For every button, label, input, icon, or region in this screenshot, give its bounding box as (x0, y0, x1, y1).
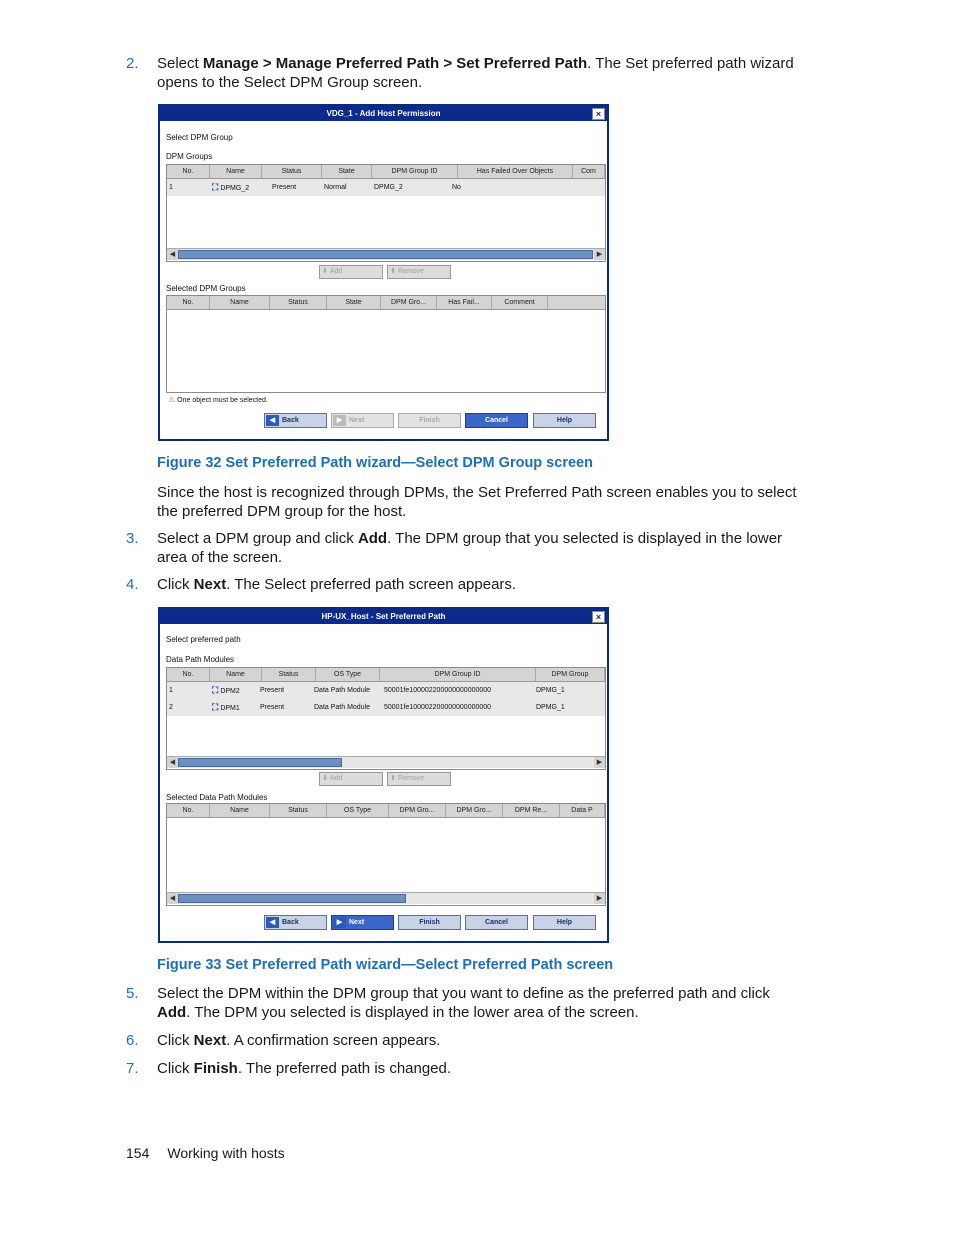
column-header[interactable]: No. (167, 668, 210, 681)
column-header[interactable]: No. (167, 165, 210, 178)
figure-32-caption: Figure 32 Set Preferred Path wizard—Select DPM Group screen (157, 455, 593, 471)
step-text: . The preferred path is changed. (237, 1060, 452, 1077)
add-label: Add (330, 268, 343, 275)
step-text: Click (157, 576, 194, 593)
column-header[interactable]: DPM Re... (503, 804, 560, 817)
selected-data-path-modules-table (166, 803, 606, 906)
step-text: Select a DPM group and click (157, 530, 358, 547)
step-number: 6. (126, 1032, 139, 1049)
cell-group-id: DPMG_2 (374, 184, 403, 191)
horizontal-scrollbar[interactable] (167, 248, 605, 260)
step-text: . A confirmation screen appears. (226, 1032, 441, 1049)
scroll-thumb[interactable] (178, 758, 342, 767)
cell-group-id: 50001fe100002200000000000000 (384, 687, 492, 694)
column-header[interactable]: Com (573, 165, 605, 178)
cell-os-type: Data Path Module (314, 704, 371, 711)
selected-dpm-groups-label: Selected DPM Groups (166, 284, 246, 293)
step-text: . The Set preferred path wizard opens to the Select DPM Group screen. (157, 55, 794, 91)
help-button[interactable]: Help (533, 413, 596, 428)
set-preferred-path-dialog (158, 607, 609, 943)
scroll-right-icon[interactable]: ▶ (594, 757, 605, 768)
column-header[interactable]: Status (262, 165, 322, 178)
arrow-up-icon: ⬆ (390, 268, 396, 275)
scroll-left-icon[interactable]: ◀ (167, 757, 178, 768)
column-header[interactable]: DPM Gro... (446, 804, 503, 817)
figure-33-caption: Figure 33 Set Preferred Path wizard—Select Preferred Path screen (157, 957, 614, 973)
column-header[interactable]: DPM Group (536, 668, 605, 681)
cell-name: DPM1 (220, 705, 240, 712)
table-header (167, 165, 605, 179)
close-icon[interactable]: × (592, 108, 605, 120)
cell-state: Normal (324, 184, 347, 191)
arrow-right-icon: ▶ (333, 415, 346, 426)
step-bold: Manage > Manage Preferred Path > Set Preferred Path (202, 55, 588, 72)
scroll-right-icon[interactable]: ▶ (594, 893, 605, 904)
column-header[interactable]: Name (210, 668, 262, 681)
column-header[interactable]: Data P (560, 804, 605, 817)
scroll-right-icon[interactable]: ▶ (594, 249, 605, 260)
dpm-icon: ⛶ (212, 702, 219, 712)
step-bold: Add (157, 1004, 187, 1021)
selected-data-path-modules-label: Selected Data Path Modules (166, 793, 268, 802)
cell-group: DPMG_1 (536, 704, 565, 711)
step-bold: Add (357, 530, 388, 547)
step-bold: Next (193, 1032, 227, 1049)
table-row[interactable] (167, 682, 605, 699)
back-button[interactable] (264, 915, 327, 930)
arrow-left-icon: ◀ (266, 917, 279, 928)
cell-name: DPM2 (220, 688, 240, 695)
cell-status: Present (272, 184, 297, 191)
dialog-title-bar (160, 609, 607, 624)
arrow-down-icon: ⬇ (322, 268, 328, 275)
back-label: Back (282, 417, 299, 424)
column-header[interactable]: Name (210, 165, 262, 178)
dpm-groups-table (166, 164, 606, 262)
remove-label: Remove (398, 268, 425, 275)
cell-no: 1 (169, 687, 173, 694)
column-header[interactable]: DPM Group ID (372, 165, 458, 178)
horizontal-scrollbar[interactable] (167, 892, 605, 904)
column-header[interactable]: OS Type (327, 804, 389, 817)
dialog-heading: Select preferred path (166, 635, 241, 644)
cell-status: Present (260, 687, 285, 694)
column-header[interactable]: State (322, 165, 372, 178)
page-number: 154 (126, 1145, 150, 1161)
step-number: 3. (126, 530, 139, 547)
column-header[interactable]: Has Failed Over Objects (458, 165, 573, 178)
remove-button[interactable] (387, 772, 451, 786)
finish-button[interactable]: Finish (398, 413, 461, 428)
dpm-icon: ⛶ (212, 685, 219, 695)
warning-icon: ⚠ (168, 395, 176, 404)
table-row[interactable] (167, 179, 605, 196)
next-button[interactable] (331, 413, 394, 428)
step-text: Click (157, 1032, 194, 1049)
column-header[interactable]: No. (167, 296, 210, 309)
column-header[interactable]: Status (262, 668, 316, 681)
column-header[interactable]: OS Type (316, 668, 380, 681)
table-row[interactable] (167, 699, 605, 716)
add-button[interactable] (319, 772, 383, 786)
scroll-left-icon[interactable]: ◀ (167, 893, 178, 904)
cell-os-type: Data Path Module (314, 687, 371, 694)
arrow-right-icon: ▶ (333, 917, 346, 928)
table-header (167, 668, 605, 682)
data-path-modules-table (166, 667, 606, 770)
column-header[interactable]: DPM Group ID (380, 668, 536, 681)
cancel-button[interactable]: Cancel (465, 413, 528, 428)
page-footer (126, 1145, 285, 1161)
cell-status: Present (260, 704, 285, 711)
add-label: Add (330, 775, 343, 782)
remove-button[interactable] (387, 265, 451, 279)
table-header (167, 804, 605, 818)
warning-text: One object must be selected. (177, 397, 268, 404)
data-path-modules-label: Data Path Modules (166, 655, 235, 664)
arrow-left-icon: ◀ (266, 415, 279, 426)
step-number: 7. (126, 1060, 139, 1077)
step-text: . The DPM you selected is displayed in the lower area of the screen. (186, 1004, 639, 1021)
dpm-groups-label: DPM Groups (166, 152, 213, 161)
column-header[interactable]: State (327, 296, 381, 309)
step-text: Click (157, 1060, 194, 1077)
column-header[interactable]: DPM Gro... (389, 804, 446, 817)
dialog-title: VDG_1 - Add Host Permission (326, 109, 441, 118)
selected-dpm-groups-table (166, 295, 606, 393)
scroll-left-icon[interactable]: ◀ (167, 249, 178, 260)
validation-message (168, 395, 268, 404)
cell-no: 1 (169, 184, 173, 191)
step-number: 5. (126, 985, 139, 1002)
add-host-permission-dialog (158, 104, 609, 441)
column-header[interactable]: No. (167, 804, 210, 817)
next-button[interactable] (331, 915, 394, 930)
step-number: 4. (126, 576, 139, 593)
cell-name: DPMG_2 (220, 185, 250, 192)
intro-paragraph: Since the host is recognized through DPMs, the Set Preferred Path screen enables you to select the preferred DPM group for the host. (157, 484, 797, 520)
scroll-thumb[interactable] (178, 894, 406, 903)
column-header[interactable]: Status (270, 296, 327, 309)
back-label: Back (282, 919, 299, 926)
finish-button[interactable]: Finish (398, 915, 461, 930)
cell-group-id: 50001fe100002200000000000000 (384, 704, 492, 711)
dialog-title-bar (160, 106, 607, 121)
column-header[interactable]: Status (270, 804, 327, 817)
scroll-thumb[interactable] (178, 250, 593, 259)
next-label: Next (349, 417, 365, 424)
step-text: . The DPM group that you selected is displayed in the lower area of the screen. (157, 530, 783, 566)
cell-group: DPMG_1 (536, 687, 565, 694)
column-header[interactable]: DPM Gro... (381, 296, 437, 309)
column-header[interactable]: Has Fail... (437, 296, 492, 309)
cancel-button[interactable]: Cancel (465, 915, 528, 930)
step-number: 2. (126, 55, 139, 72)
step-bold: Next (193, 576, 227, 593)
column-header[interactable]: Comment (492, 296, 548, 309)
dpm-group-icon: ⛶ (212, 182, 219, 192)
cell-no: 2 (169, 704, 173, 711)
close-icon[interactable]: × (592, 611, 605, 623)
help-button[interactable]: Help (533, 915, 596, 930)
cell-failed-over: No (452, 184, 461, 191)
arrow-down-icon: ⬇ (322, 775, 328, 782)
arrow-up-icon: ⬆ (390, 775, 396, 782)
section-title: Working with hosts (167, 1145, 285, 1161)
back-button[interactable] (264, 413, 327, 428)
table-header (167, 296, 605, 310)
step-bold: Finish (193, 1060, 238, 1077)
step-text: Select the DPM within the DPM group that you want to define as the preferred path and click (157, 985, 770, 1002)
horizontal-scrollbar[interactable] (167, 756, 605, 768)
column-header[interactable]: Name (210, 296, 270, 309)
step-text: . The Select preferred path screen appears. (226, 576, 517, 593)
dialog-heading: Select DPM Group (166, 133, 233, 142)
column-header[interactable]: Name (210, 804, 270, 817)
next-label: Next (349, 919, 365, 926)
dialog-title: HP-UX_Host - Set Preferred Path (321, 612, 446, 621)
add-button[interactable] (319, 265, 383, 279)
remove-label: Remove (398, 775, 425, 782)
step-text: Select (157, 55, 203, 72)
